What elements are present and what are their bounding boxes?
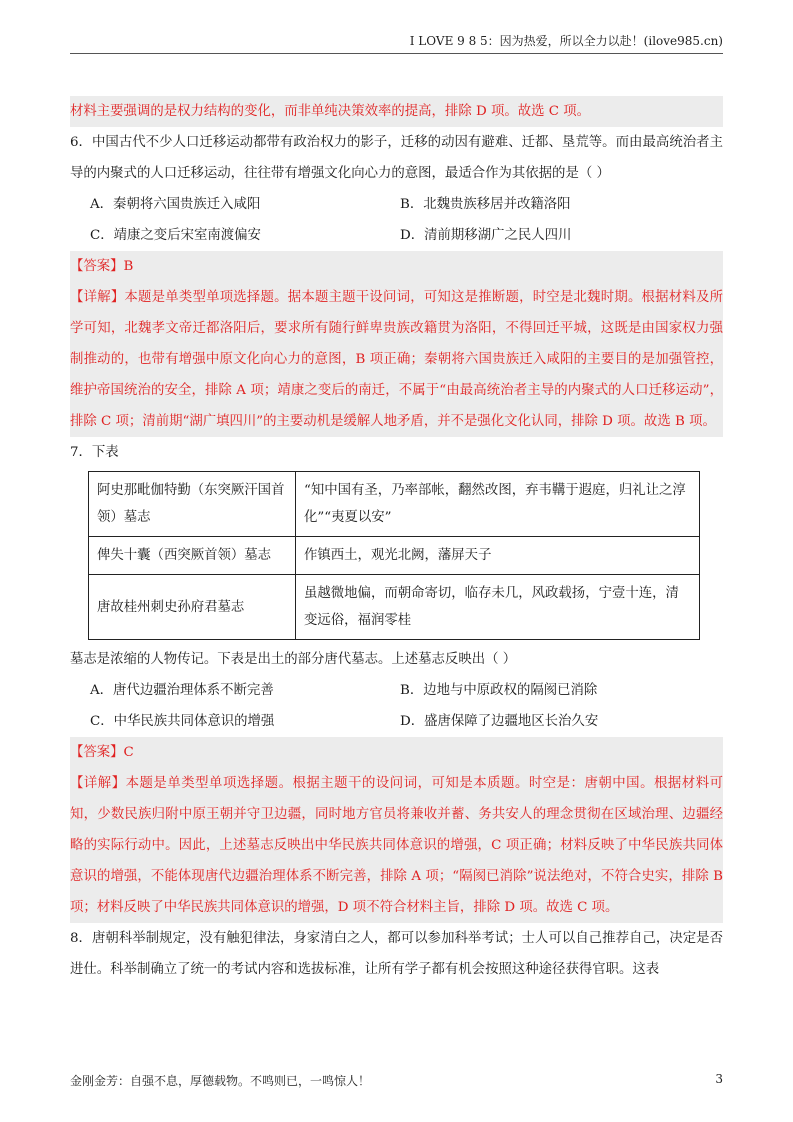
table-cell: 虽越微地偏，而朝命寄切，临存未几，风政载扬，宁壹十连，清变远俗，福润零桂 [296, 575, 700, 640]
q7-options [70, 675, 723, 737]
table-cell: “知中国有圣，乃率部帐，翻然改图，弃韦鞲于遐庭，归礼让之淳化”“夷夏以安” [296, 472, 700, 537]
table-row [89, 472, 700, 537]
q6-stem: 6．中国古代不少人口迁移运动都带有政治权力的影子，迁移的动因有避难、迁都、垦荒等。而由最高统治者主导的内聚式的人口迁移运动，往往带有增强文化向心力的意图，最适合作为其依据的是（ ） [70, 135, 723, 181]
q6-detail: 【详解】本题是单类型单项选择题。据本题主题干设问词，可知这是推断题，时空是北魏时期。根据材料及所学可知，北魏孝文帝迁都洛阳后，要求所有随行鲜卑贵族改籍贯为洛阳，不得回迁平城，这既是由国家权力强制推动的，也带有增强中原文化向心力的意图，B 项正确；秦朝将六国贵族迁入咸阳的主要目的是加强管控，维护帝国统治的安全，排除 A 项；靖康之变后的南迁，不属于“由最高统治者主导的内聚式的人口迁移运动”，排除 C 项；清前期“湖广填四川”的主要动机是缓解人地矛盾，并不是强化文化认同，排除 D 项。故选 B 项。 [70, 290, 723, 429]
table-cell: 唐故桂州刺史孙府君墓志 [89, 575, 296, 640]
q7-answer-block [70, 737, 723, 923]
table-cell: 俾失十囊（西突厥首领）墓志 [89, 537, 296, 575]
q6-option-d: D．清前期移湖广之民人四川 [400, 228, 572, 243]
q8-stem: 8．唐朝科举制规定，没有触犯律法，身家清白之人，都可以参加科举考试；士人可以自己推荐自己，决定是否进仕。科举制确立了统一的考试内容和选拔标准，让所有学子都有机会按照这种途径获得官职。这表 [70, 931, 723, 977]
table-cell: 作镇西土，观光北阙，藩屏天子 [296, 537, 700, 575]
table-cell: 阿史那毗伽特勤（东突厥汗国首领）墓志 [89, 472, 296, 537]
page-header [70, 32, 723, 54]
q6-options [70, 189, 723, 251]
q5-explanation-tail: 材料主要强调的是权力结构的变化，而非单纯决策效率的提高，排除 D 项。故选 C 项。 [70, 96, 723, 127]
header-text: I LOVE 9 8 5：因为热爱，所以全力以赴！(ilove985.cn) [409, 34, 723, 48]
footer-motto: 金刚金芳：自强不息，厚德载物。不鸣则已，一鸣惊人！ [70, 1074, 371, 1088]
q7-intro: 7．下表 [70, 445, 119, 460]
q7-answer: 【答案】C [70, 745, 134, 760]
q7-option-c: C．中华民族共同体意识的增强 [90, 714, 275, 729]
q6-option-b: B．北魏贵族移居并改籍洛阳 [400, 197, 571, 212]
q6-option-a: A．秦朝将六国贵族迁入咸阳 [90, 197, 261, 212]
q6-answer-block [70, 251, 723, 437]
document-body [70, 96, 723, 985]
q7-option-a: A．唐代边疆治理体系不断完善 [90, 683, 274, 698]
q6-answer: 【答案】B [70, 259, 134, 274]
page-footer [70, 1072, 723, 1089]
q7-detail: 【详解】本题是单类型单项选择题。根据主题干的设问词，可知是本质题。时空是：唐朝中国。根据材料可知，少数民族归附中原王朝并守卫边疆，同时地方官员将兼收并蓄、务共安人的理念贯彻在区域治理、边疆经略的实际行动中。因此，上述墓志反映出中华民族共同体意识的增强，C 项正确；材料反映了中华民族共同体意识的增强，不能体现唐代边疆治理体系不断完善，排除 A 项；“隔阂已消除”说法绝对，不符合史实，排除 B 项；材料反映了中华民族共同体意识的增强，D 项不符合材料主旨，排除 D 项。故选 C 项。 [70, 776, 723, 915]
q7-stem: 墓志是浓缩的人物传记。下表是出土的部分唐代墓志。上述墓志反映出（ ） [70, 652, 517, 667]
page-number: 3 [715, 1072, 723, 1086]
table-row [89, 575, 700, 640]
q6-option-c: C．靖康之变后宋室南渡偏安 [90, 228, 261, 243]
table-row [89, 537, 700, 575]
q7-option-d: D．盛唐保障了边疆地区长治久安 [400, 714, 599, 729]
q7-option-b: B．边地与中原政权的隔阂已消除 [400, 683, 598, 698]
q7-table [88, 471, 700, 640]
